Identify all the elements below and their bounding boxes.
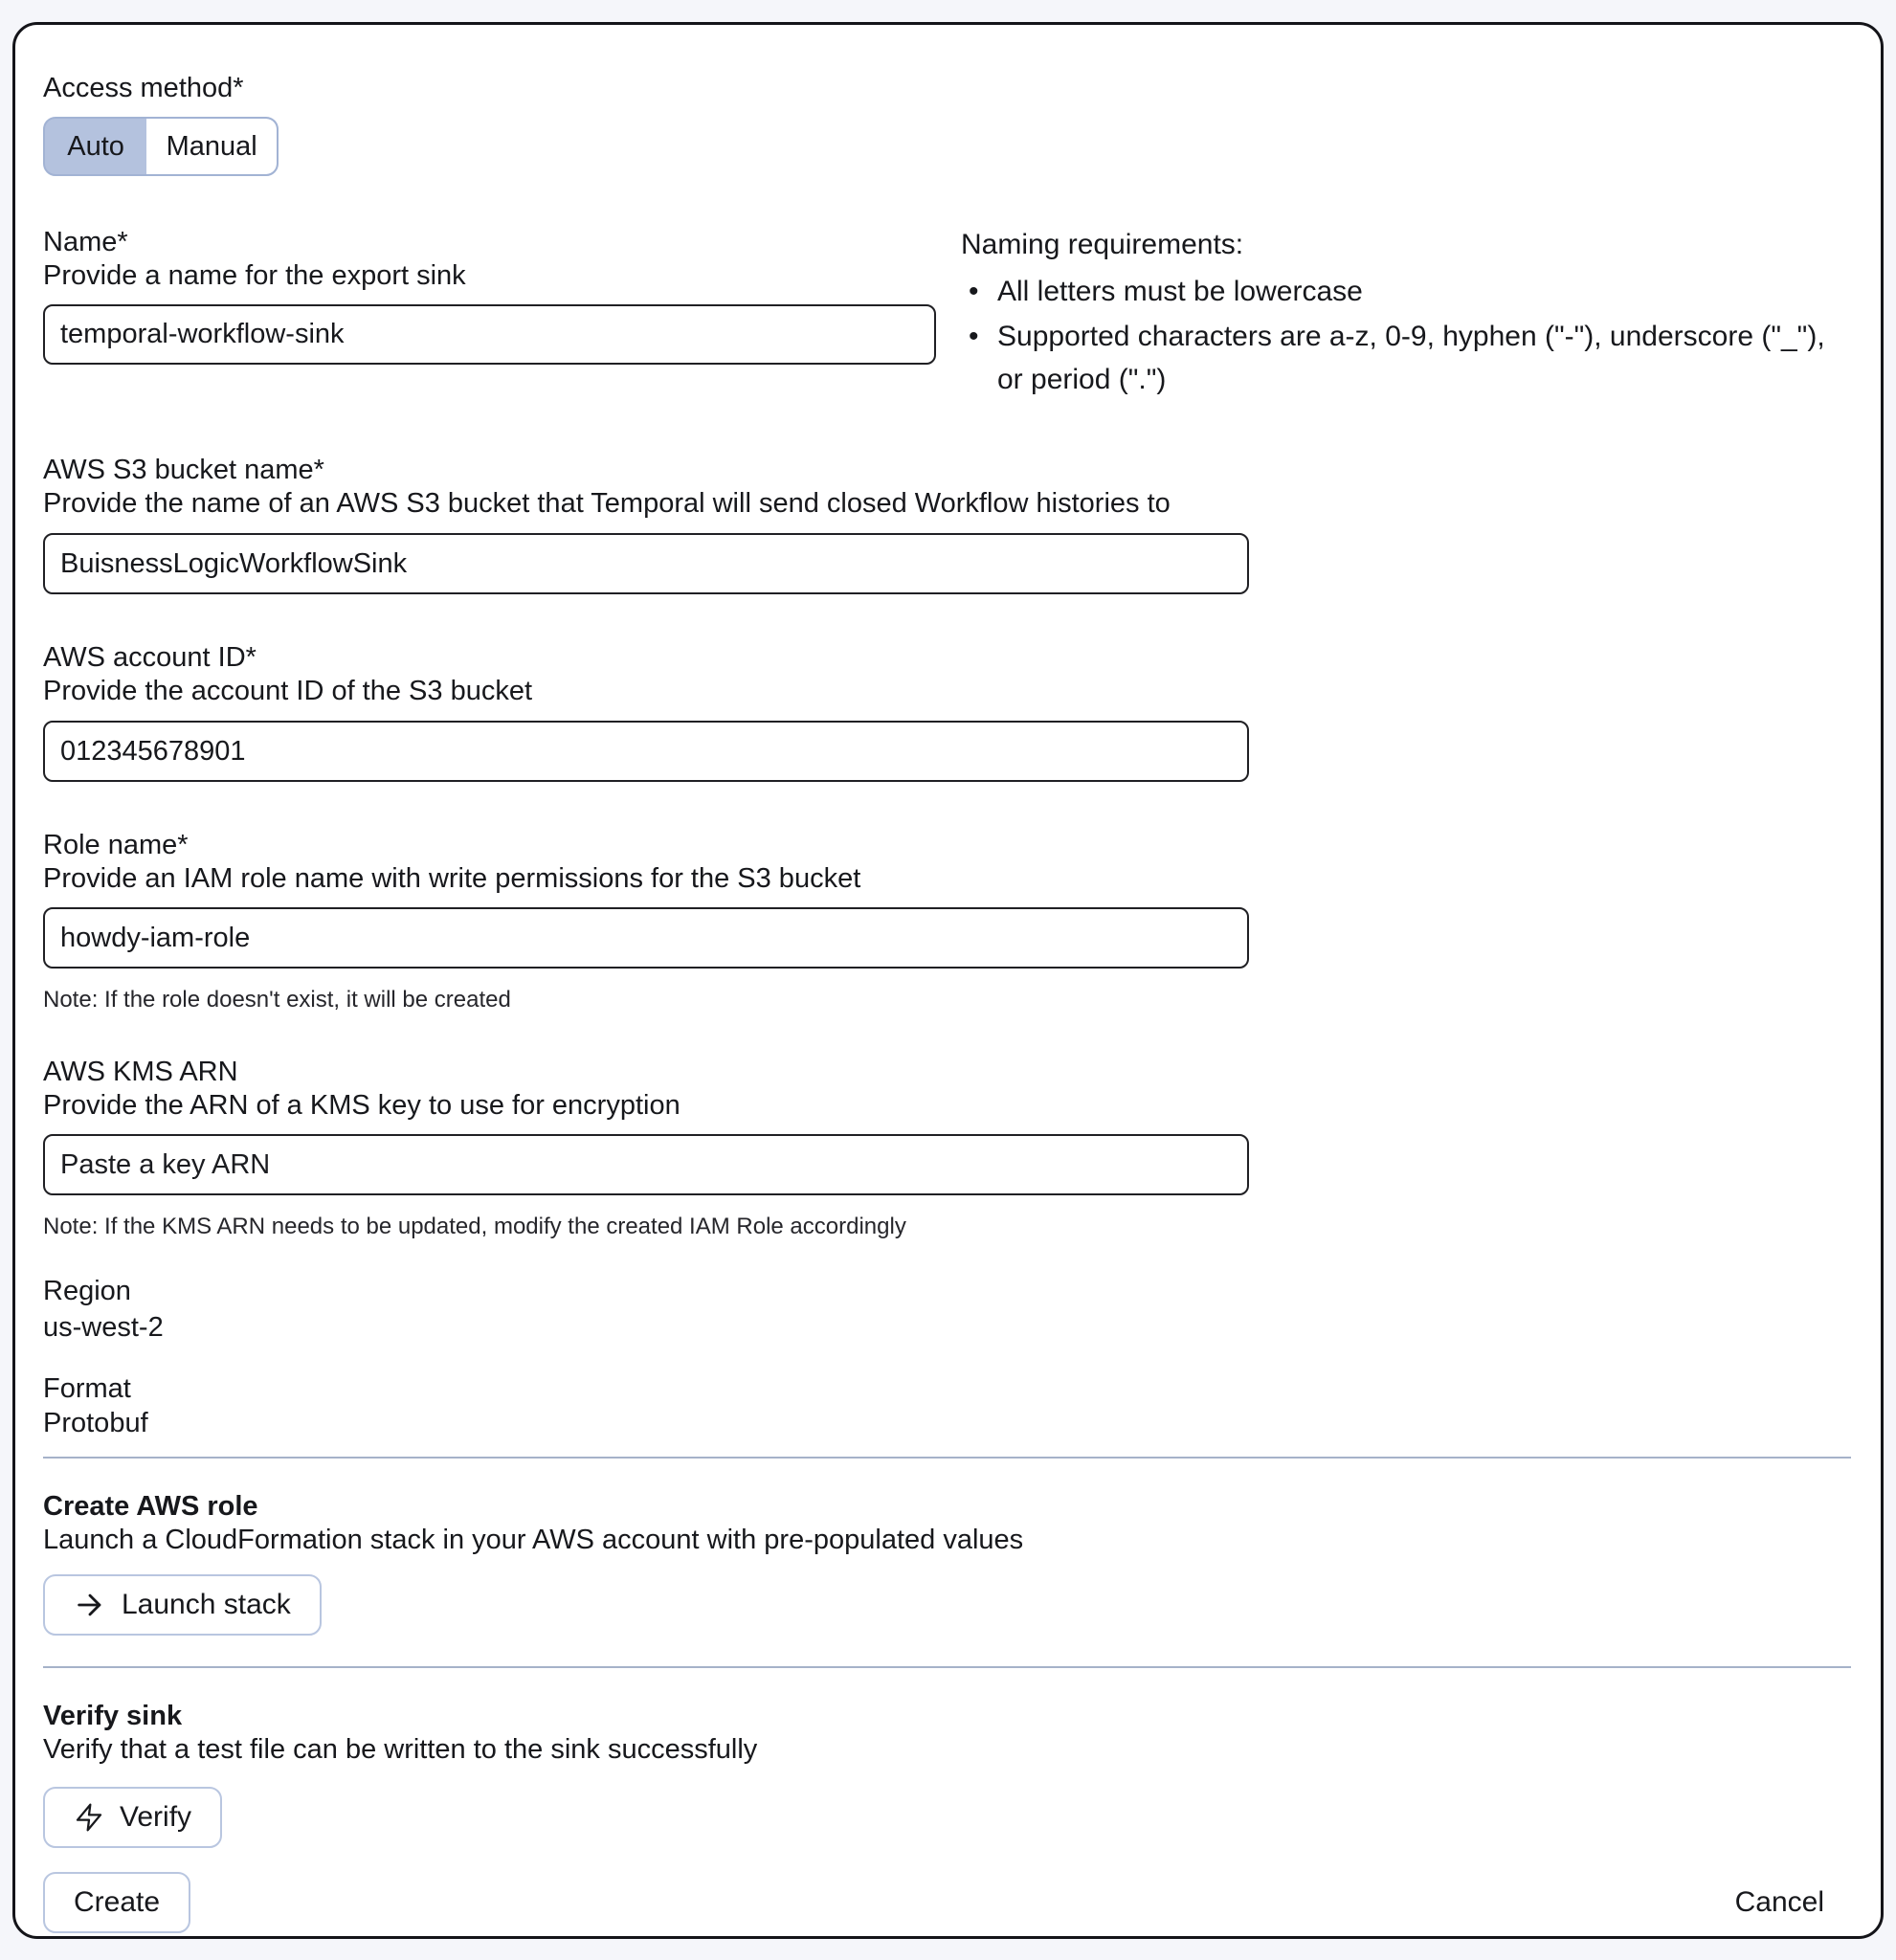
kms-arn-note: Note: If the KMS ARN needs to be updated, modify the created IAM Role accordingly [43,1214,906,1239]
access-method-manual-button[interactable]: Manual [146,119,277,174]
section-divider [43,1457,1851,1459]
name-and-requirements-row [43,226,1851,401]
access-method-toggle [43,117,279,176]
access-method-auto-button[interactable]: Auto [45,119,146,174]
bucket-field-block [43,454,1851,594]
account-id-label: AWS account ID* [43,642,257,673]
verify-sink-description: Verify that a test file can be written to the sink successfully [43,1734,758,1765]
name-label: Name* [43,227,128,257]
launch-stack-button[interactable] [43,1574,322,1636]
export-sink-form-card [12,22,1884,1939]
verify-sink-title: Verify sink [43,1701,183,1731]
format-value: Protobuf [43,1408,148,1438]
verify-sink-section [43,1700,1851,1848]
create-role-description: Launch a CloudFormation stack in your AWS account with pre-populated values [43,1525,1024,1555]
naming-requirements-heading: Naming requirements: [961,229,1244,260]
naming-requirement-item: • All letters must be lowercase [961,270,1851,313]
name-description: Provide a name for the export sink [43,260,466,291]
role-field-block [43,829,1851,1014]
verify-label: Verify [120,1801,192,1833]
role-name-input[interactable] [43,907,1249,969]
format-block [43,1372,1851,1440]
region-block [43,1275,1851,1345]
region-value: us-west-2 [43,1312,164,1343]
cancel-button[interactable]: Cancel [1734,1886,1824,1918]
kms-arn-input[interactable] [43,1134,1249,1195]
bucket-description: Provide the name of an AWS S3 bucket that Temporal will send closed Workflow histories to [43,488,1171,519]
create-role-section [43,1490,1851,1636]
role-name-label: Role name* [43,830,189,860]
name-field-block [43,226,936,401]
bucket-input[interactable] [43,533,1249,594]
naming-requirements [961,226,1851,401]
account-field-block [43,641,1851,782]
naming-requirements-list [961,270,1851,401]
region-label: Region [43,1276,131,1306]
account-id-description: Provide the account ID of the S3 bucket [43,676,533,706]
bucket-label: AWS S3 bucket name* [43,455,324,485]
name-input[interactable] [43,304,936,365]
section-divider [43,1666,1851,1668]
naming-requirement-item: • Supported characters are a-z, 0-9, hyphen ("-"), underscore ("_"), or period (".") [961,315,1851,401]
create-button[interactable] [43,1872,190,1933]
kms-field-block [43,1056,1851,1241]
arrow-right-icon [74,1589,106,1621]
lightning-icon [74,1802,104,1833]
role-name-description: Provide an IAM role name with write permissions for the S3 bucket [43,863,861,894]
role-name-note: Note: If the role doesn't exist, it will be created [43,987,511,1013]
form-footer [43,1872,1851,1933]
account-id-input[interactable] [43,721,1249,782]
create-label: Create [74,1886,161,1918]
launch-stack-label: Launch stack [122,1589,291,1620]
create-role-title: Create AWS role [43,1491,258,1522]
access-method-label: Access method* [43,73,244,103]
kms-arn-label: AWS KMS ARN [43,1057,238,1087]
format-label: Format [43,1373,131,1404]
kms-arn-description: Provide the ARN of a KMS key to use for encryption [43,1090,680,1121]
verify-button[interactable] [43,1787,222,1848]
